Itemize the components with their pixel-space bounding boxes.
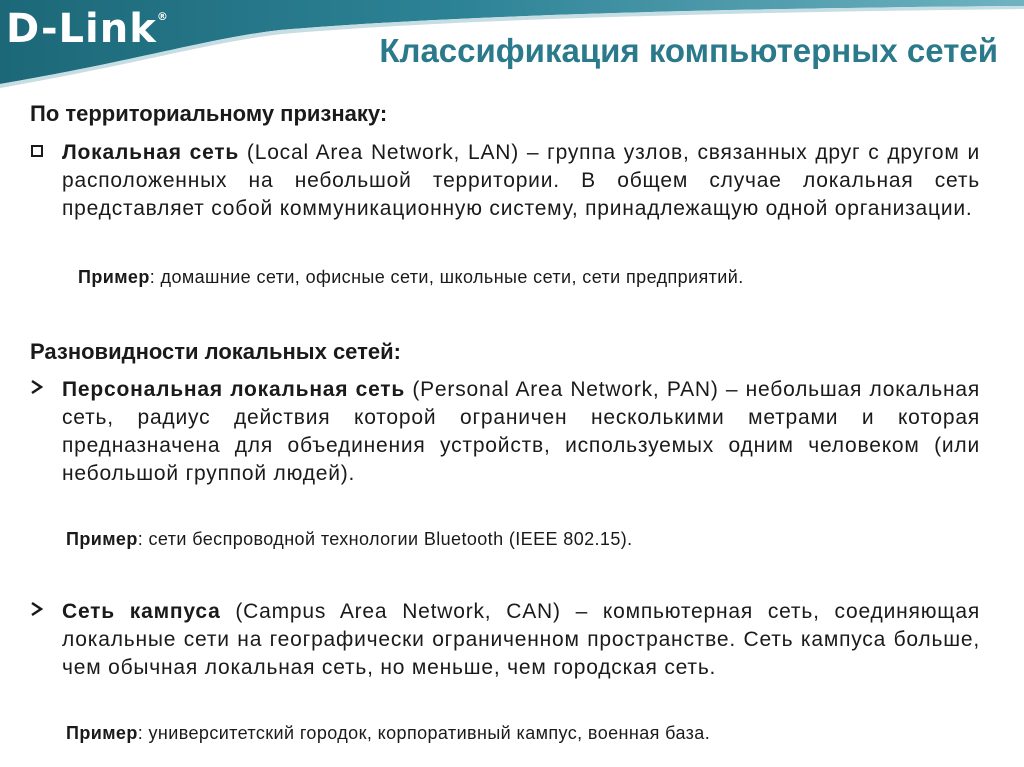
slide-title: Классификация компьютерных сетей <box>379 32 998 69</box>
registered-mark: ® <box>156 10 169 23</box>
can-example-label: Пример <box>66 723 138 743</box>
pan-definition: (Personal Area Network, PAN) – небольшая локальная сеть, радиус действия которой ограничен несколькими метрами и которая предназначена для объединения устройств, используемых одним человеком (или небольшой группой людей). <box>62 378 980 485</box>
can-definition: (Campus Area Network, CAN) – компьютерная сеть, соединяющая локальные сети на географически ограниченном пространстве. Сеть кампуса больше, чем обычная локальная сеть, но меньше, чем городская сеть. <box>62 600 980 679</box>
can-term: Сеть кампуса <box>62 600 221 623</box>
lan-definition: (Local Area Network, LAN) – группа узлов, связанных друг с другом и расположенных на небольшой территории. В общем случае локальная сеть представляет собой коммуникационную систему, принадлежащую одной организации. <box>62 141 980 220</box>
lan-paragraph <box>62 139 980 223</box>
pan-paragraph <box>62 376 980 488</box>
pan-example-label: Пример <box>66 529 138 549</box>
heading-varieties: Разновидности локальных сетей: <box>30 339 401 364</box>
heading-territorial: По территориальному признаку: <box>30 101 388 126</box>
pan-term: Персональная локальная сеть <box>62 378 406 401</box>
lan-example-label: Пример <box>78 267 150 287</box>
can-example <box>66 723 710 744</box>
dlink-logo <box>6 6 169 52</box>
lan-example-text: : домашние сети, офисные сети, школьные сети, сети предприятий. <box>149 267 744 287</box>
arrow-bullet-icon <box>30 601 44 622</box>
lan-example <box>78 267 744 288</box>
lan-term: Локальная сеть <box>62 141 240 164</box>
checkbox-square-icon <box>31 145 43 157</box>
pan-example <box>66 529 633 550</box>
can-paragraph <box>62 598 980 682</box>
can-example-text: : университетский городок, корпоративный кампус, военная база. <box>137 723 711 743</box>
pan-example-text: : сети беспроводной технологии Bluetooth (IEEE 802.15). <box>137 529 633 549</box>
arrow-bullet-icon <box>30 379 44 400</box>
logo-text: D-Link <box>6 6 157 52</box>
